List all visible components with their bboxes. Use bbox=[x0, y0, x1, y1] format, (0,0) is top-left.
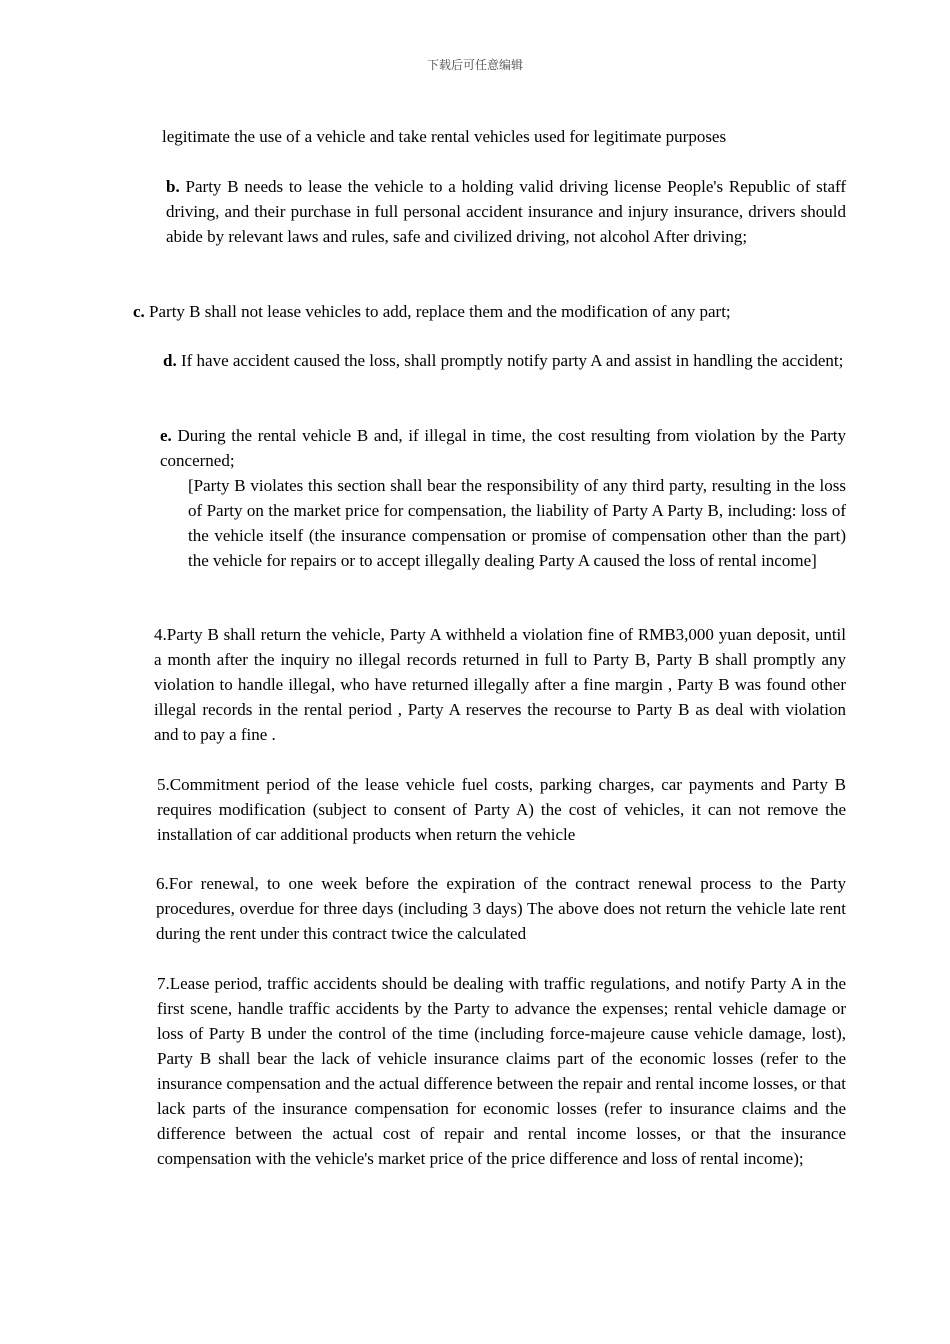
clause-c-text: Party B shall not lease vehicles to add, replace them and the modification of any part; bbox=[144, 302, 731, 321]
intro-paragraph: legitimate the use of a vehicle and take rental vehicles used for legitimate purposes bbox=[162, 127, 727, 146]
clause-7: 7.Lease period, traffic accidents should be dealing with traffic regulations, and notify Party A in the first scene, handle traffic accidents by the Party to advance the expenses; rental vehicle damage or loss of Party B under the control of the time (including force-majeure cause vehicle damage, lost), Party B shall bear the lack of vehicle insurance claims part of the economic losses (refer to the insurance compensation and the actual difference between the repair and rental income losses, or that lack parts of the insurance compensation for economic losses (refer to insurance claims and the difference between the actual cost of repair and rental income losses, or that the insurance compensation with the vehicle's market price of the price difference and loss of rental income); bbox=[157, 974, 846, 1168]
clause-d-label: d. bbox=[163, 351, 177, 370]
clause-c bbox=[133, 299, 846, 324]
clause-e-text: During the rental vehicle B and, if illegal in time, the cost resulting from violation by the Party concerned; bbox=[160, 426, 846, 470]
clause-b bbox=[166, 174, 846, 249]
clause-b-label: b. bbox=[166, 177, 180, 196]
clause-e-note: [Party B violates this section shall bear the responsibility of any third party, resulting in the loss of Party on the market price for compensation, the liability of Party A Party B, including: loss of the vehicle itself (the insurance compensation or promise of compensation other than the part) the vehicle for repairs or to accept illegally dealing Party A caused the loss of rental income] bbox=[188, 476, 846, 570]
clause-e-label: e. bbox=[160, 426, 172, 445]
clause-d-text: If have accident caused the loss, shall promptly notify party A and assist in handling the accident; bbox=[176, 351, 844, 370]
page-header: 下载后可任意编辑 bbox=[426, 58, 523, 72]
clause-6: 6.For renewal, to one week before the expiration of the contract renewal process to the Party procedures, overdue for three days (including 3 days) The above does not return the vehicle late rent during the rent under this contract twice the calculated bbox=[156, 874, 846, 943]
clause-c-label: c. bbox=[133, 302, 145, 321]
clause-d bbox=[163, 348, 846, 373]
clause-4: 4.Party B shall return the vehicle, Party A withheld a violation fine of RMB3,000 yuan deposit, until a month after the inquiry no illegal records returned in full to Party B, Party B shall promptly any violation to handle illegal, who have returned illegally after a fine margin , Party B was found other illegal records in the rental period , Party A reserves the recourse to Party B as deal with violation and to pay a fine . bbox=[154, 625, 846, 744]
clause-b-text: Party B needs to lease the vehicle to a holding valid driving license People's Republic of staff driving, and their purchase in full personal accident insurance and injury insurance, drivers should abide by relevant laws and rules, safe and civilized driving, not alcohol After driving; bbox=[166, 177, 846, 246]
clause-e bbox=[160, 423, 846, 473]
clause-5: 5.Commitment period of the lease vehicle fuel costs, parking charges, car payments and Party B requires modification (subject to consent of Party A) the cost of vehicles, it can not remove the installation of car additional products when return the vehicle bbox=[157, 775, 846, 844]
